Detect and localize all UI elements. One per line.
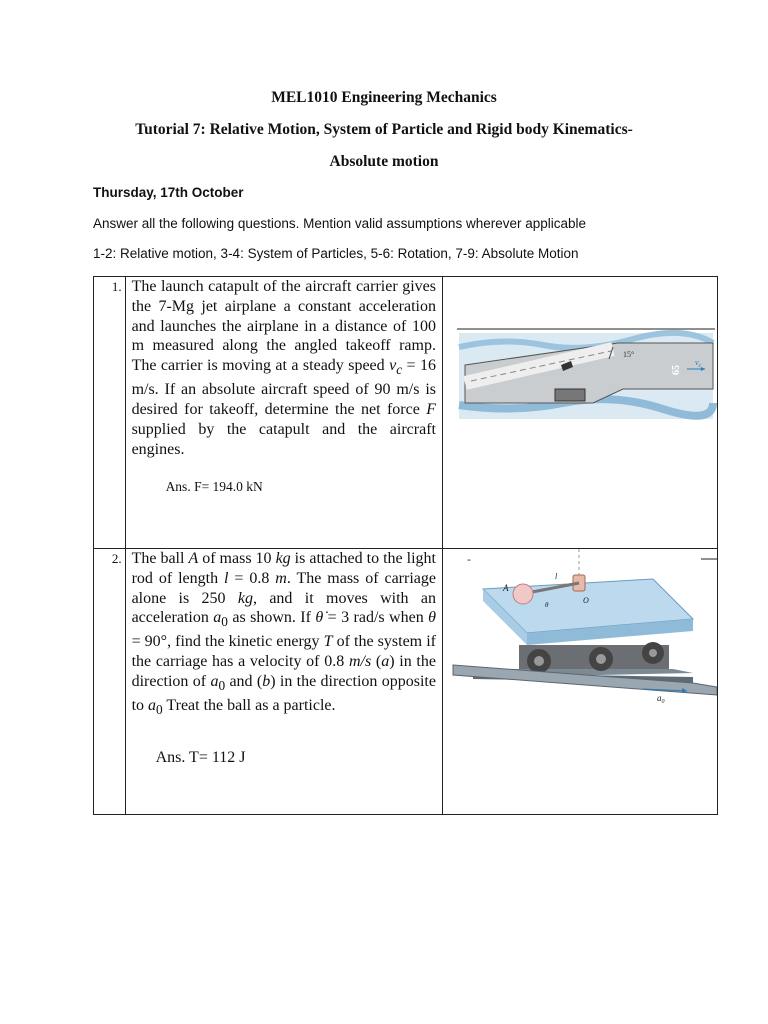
answer: Ans. F= 194.0 kN (165, 479, 263, 495)
var-a: a (381, 653, 390, 671)
text-segment: ) in the direction opposite to (131, 672, 436, 714)
text-segment: of the system if the carriage has a velocity of 0.8 (131, 633, 436, 671)
hull-number: 65 (670, 365, 682, 375)
text-segment: is attached to the light rod of length (131, 550, 436, 587)
answer: Ans. T= 112 J (155, 748, 246, 766)
text-segment: as shown. If (227, 609, 316, 627)
acceleration-subscript: 0 (661, 699, 665, 705)
var-a0: a (148, 696, 157, 714)
var-a0: a (210, 672, 219, 690)
var-thetadot: θ̇ (315, 609, 324, 627)
question-row-1 (94, 277, 718, 549)
text-segment: = 3 rad/s when (323, 609, 429, 627)
carriage-figure (443, 549, 717, 809)
var-a0: a (213, 609, 222, 627)
text-segment: and ( (225, 672, 263, 690)
var-A: A (188, 550, 199, 567)
text-segment: . The mass of carriage alone is 250 (131, 569, 436, 607)
velocity-symbol: v (694, 358, 699, 367)
tutorial-title: Tutorial 7: Relative Motion, System of Particle and Rigid body Kinematics- (135, 121, 633, 138)
question-row-2 (94, 549, 718, 815)
wheel-hub (596, 654, 606, 664)
questions-table (93, 276, 718, 815)
velocity-subscript: c (698, 363, 702, 369)
text-segment: = 16 m/s. If an absolute aircraft speed of 90 m/s is desired for takeoff, determine the net force (131, 357, 436, 418)
text-segment: , and it moves with an acceleration (131, 589, 436, 627)
pivot-label: O (582, 596, 589, 605)
figure-cell (442, 549, 717, 815)
var-T: T (323, 633, 333, 651)
ball-label: A (502, 583, 509, 593)
var-b: b (262, 672, 271, 690)
unit-kg: kg (237, 589, 253, 607)
unit-m: m (275, 569, 287, 587)
var-F: F (426, 400, 436, 418)
var-vc-sub: c (396, 362, 403, 378)
island-superstructure (555, 389, 585, 401)
text-segment: The launch catapult of the aircraft carrier gives the 7-Mg jet airplane a constant acceleration and launches the airplane in a distance of 100 m measured along the angled takeoff ramp. The carrier is moving at a steady speed (131, 278, 436, 375)
topics-line: 1-2: Relative motion, 3-4: System of Particles, 5-6: Rotation, 7-9: Absolute Motion (93, 246, 579, 261)
rod-label: l (554, 572, 558, 581)
text-segment: The ball (131, 550, 189, 567)
unit-ms: m/s (348, 653, 372, 671)
text-segment: of mass 10 (198, 550, 276, 567)
acceleration-symbol: a (656, 693, 662, 703)
question-cell (125, 549, 442, 815)
figure-cell (442, 277, 717, 549)
wheel-hub (534, 656, 544, 666)
wheel-hub (649, 649, 657, 657)
dash-mark: - (466, 552, 471, 566)
text-segment: ) in the direction of (131, 653, 436, 690)
document-title: MEL1010 Engineering Mechanics (271, 89, 497, 106)
var-vc: v (389, 357, 397, 375)
text-segment: Treat the ball as a particle. (162, 696, 336, 714)
var-a0-sub: 0 (156, 702, 163, 718)
ball-A (513, 584, 533, 604)
question-cell (125, 277, 442, 549)
aircraft-carrier-figure (443, 277, 717, 543)
text-segment: = 0.8 (228, 569, 276, 587)
instructions: Answer all the following questions. Mention valid assumptions wherever applicable (93, 216, 587, 231)
unit-kg: kg (275, 550, 291, 567)
angle-label: 15° (622, 350, 635, 359)
angle-label: θ (544, 601, 549, 609)
question-text (126, 277, 442, 459)
acceleration-label (657, 693, 665, 705)
question-text (126, 549, 442, 720)
text-segment: supplied by the catapult and the aircraft engines. (131, 420, 436, 458)
var-a0-sub: 0 (221, 614, 228, 630)
tutorial-date: Thursday, 17th October (93, 185, 244, 200)
text-segment: = 90°, find the kinetic energy (131, 633, 324, 651)
tutorial-subtitle: Absolute motion (329, 153, 439, 170)
var-l: l (224, 569, 229, 587)
var-a0-sub: 0 (218, 678, 226, 694)
text-segment: ( (371, 653, 382, 671)
var-theta: θ (428, 609, 436, 627)
question-number: 2. (94, 549, 126, 815)
question-number: 1. (94, 277, 126, 549)
